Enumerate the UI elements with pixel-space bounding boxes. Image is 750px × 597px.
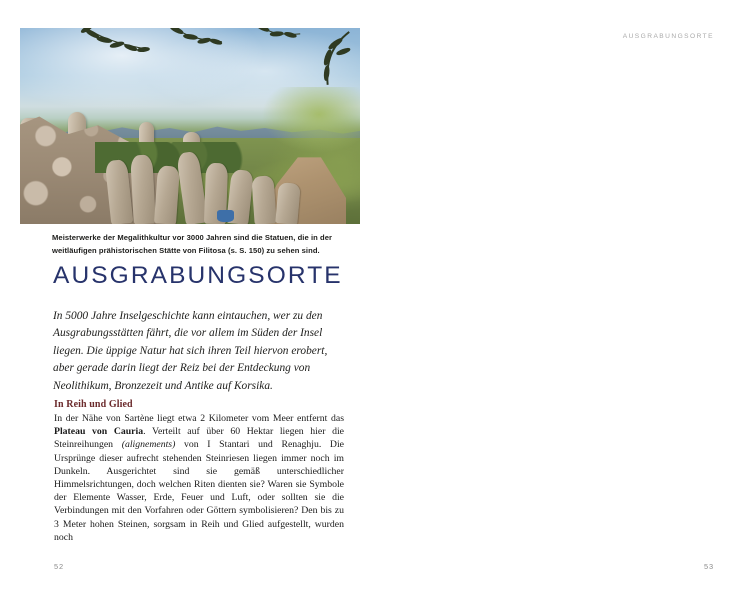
megalithic-site-photo xyxy=(20,28,360,224)
folio-left: 52 xyxy=(54,562,65,571)
photo-stone-slab-row xyxy=(108,142,298,224)
photo-stone-slab xyxy=(275,182,301,224)
left-body-column xyxy=(54,398,344,544)
photo-stone-slab xyxy=(131,154,157,224)
chapter-intro-paragraph: In 5000 Jahre Inselgeschichte kann eintauchen, wer zu den Ausgrabungsstätten fährt, die vor allem im Süden der Insel liegen. Die üppige Natur hat sich ihren Teil hiervon erobert, aber gerade darin liegt der Reiz bei der Entdeckung von Neolithikum, Bronzezeit und Antike auf Korsika. xyxy=(53,310,328,392)
running-header: AUSGRABUNGSORTE xyxy=(622,33,714,40)
folio-right: 53 xyxy=(703,562,714,571)
photo-stone-slab xyxy=(251,176,276,224)
page-title: AUSGRABUNGSORTE xyxy=(53,262,343,289)
photo-stone-slab xyxy=(105,159,134,224)
body-paragraph: In der Nähe von Sartène liegt etwa 2 Kilometer vom Meer entfernt das Plateau von Cauria. Verteilt auf über 60 Hektar liegen hier die Steinreihungen (alignements) von I Stantari und Renaghju. Die Ursprünge dieser aufrecht stehenden Steinriesen liegen immer noch im Dunkeln. Ausgerichtet sind sie gemäß unterschiedlicher Himmelsrichtungen, doch welchen Riten dienten sie? Waren sie Symbole der Elemente Wasser, Erde, Feuer und Luft, oder sollten sie die Verbindungen mit den Vorfahren oder Göttern symbolisieren? Den bis zu 3 Meter hohen Steinen, sorgsam in Reih und Glied aufgestellt, wurden noch xyxy=(54,413,344,543)
photo-caption: Meisterwerke der Megalithkultur vor 3000 Jahren sind die Statuen, die in der weitläufigen prähistorischen Stätte von Filitosa (s. S. 150) zu sehen sind. xyxy=(52,233,333,256)
photo-stone-slab xyxy=(176,150,208,224)
photo-blue-object xyxy=(217,210,234,222)
right-page xyxy=(375,0,750,597)
subheading-in-reih-und-glied: In Reih und Glied xyxy=(54,399,133,410)
photo-stone-slab xyxy=(155,166,181,224)
